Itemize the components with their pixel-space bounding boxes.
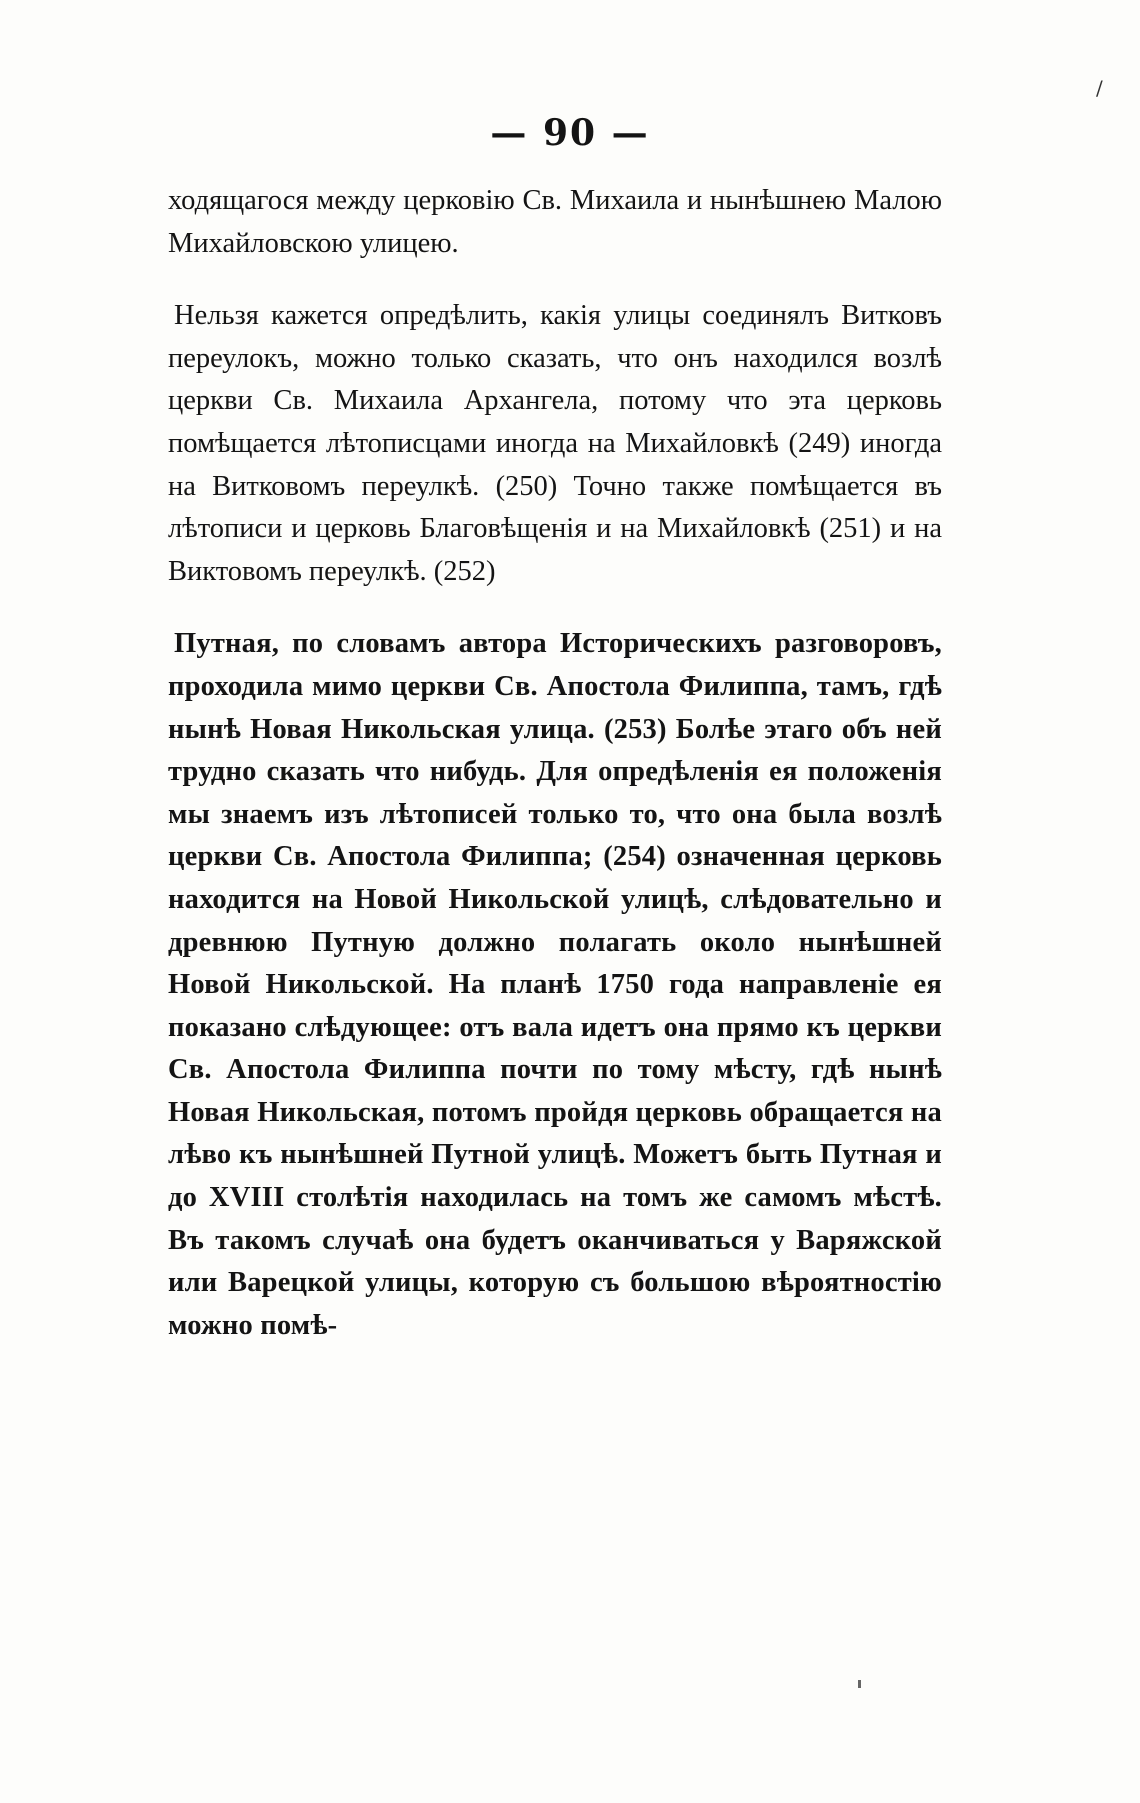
- margin-mark: /: [1096, 76, 1103, 100]
- body-text: [168, 180, 942, 1377]
- stray-dot: [858, 1680, 861, 1688]
- paragraph-vitkov-lane: Нельзя кажется опредѣлить, какія улицы соединялъ Витковъ переулокъ, можно только сказать, что онъ находился возлѣ церкви Св. Михаила Архангела, потому что эта церковь помѣщается лѣтописцами иногда на Михайловкѣ (249) иногда на Витковомъ переулкѣ. (250) Точно также помѣщается въ лѣтописи и церковь Благовѣщенія и на Михайловкѣ (251) и на Виктовомъ переулкѣ. (252): [168, 300, 942, 587]
- paragraph-putnaya-street: Путная, по словамъ автора Историческихъ разговоровъ, проходила мимо церкви Св. Апостола Филиппа, тамъ, гдѣ нынѣ Новая Никольская улица. (253) Болѣе этаго объ ней трудно сказать что нибудь. Для опредѣленія ея положенія мы знаемъ изъ лѣтописей только то, что она была возлѣ церкви Св. Апостола Филиппа; (254) означенная церковь находится на Новой Никольской улицѣ, слѣдовательно и древнюю Путную должно полагать около нынѣшней Новой Никольской. На планѣ 1750 года направленіе ея показано слѣдующее: отъ вала идетъ она прямо къ церкви Св. Апостола Филиппа почти по тому мѣсту, гдѣ нынѣ Новая Никольская, потомъ пройдя церковь обращается на лѣво къ нынѣшней Путной улицѣ. Можетъ быть Путная и до XVIII столѣтія находилась на томъ же самомъ мѣстѣ. Въ такомъ случаѣ она будетъ оканчиваться у Варяжской или Варецкой улицы, которую съ большою вѣроятностію можно помѣ-: [168, 628, 942, 1341]
- paragraph-continuation: ходящагося между церковію Св. Михаила и нынѣшнею Малою Михайловскою улицею.: [168, 185, 942, 259]
- page-number: — 90 —: [490, 112, 650, 154]
